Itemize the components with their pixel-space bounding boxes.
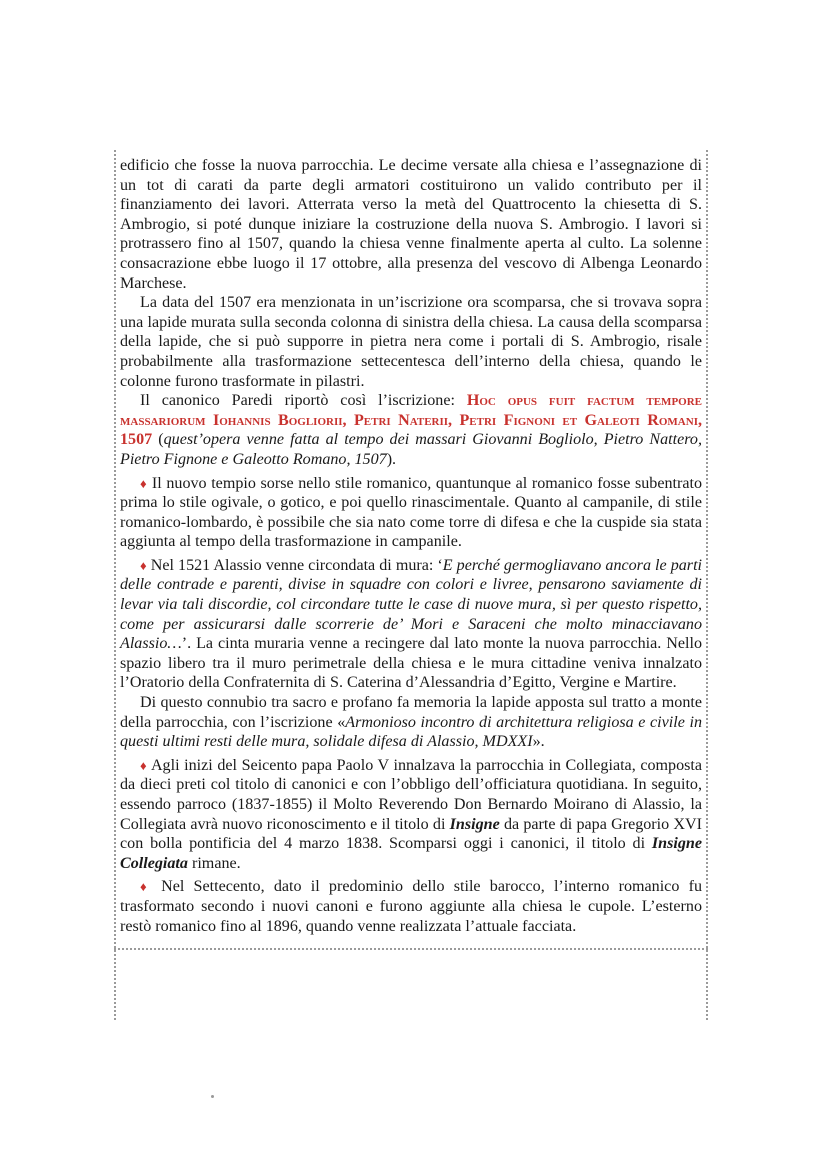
- text-run: ’. La cinta muraria venne a recingere dal lato monte la nuova parrocchia. Nello spazio libero tra il muro perimetrale della chiesa e le mura cittadine veniva innalzato l’Oratorio della Confraternita di S. Caterina d’Alessandria d’Egitto, Vergine e Martire.: [120, 635, 702, 692]
- paragraph-p7: [120, 756, 702, 874]
- text-run: ).: [386, 450, 397, 468]
- text-run: rimane.: [187, 854, 241, 872]
- text-run: Hoc opus fuit factum tempore massariorum Iohannis Bogliorii, Petri Naterii, Petri Fignoni et Galeoti Romani, 1507: [120, 392, 702, 449]
- frame-right-border: [706, 150, 708, 1020]
- scan-speck: [211, 1095, 214, 1098]
- bullet-diamond-icon: ♦: [140, 757, 148, 773]
- bullet-diamond-icon: ♦: [140, 557, 147, 573]
- text-run: quest’opera venne fatta al tempo dei massari Giovanni Bogliolo, Pietro Nattero, Pietro Fignone e Galeotto Romano, 1507: [120, 431, 702, 468]
- paragraph-p3: [120, 391, 702, 469]
- text-run: Insigne Collegiata: [120, 835, 702, 872]
- text-run: Insigne: [449, 815, 500, 833]
- paragraph-p2: [120, 293, 702, 391]
- text-run: Il canonico Paredi riportò così l’iscrizione:: [140, 392, 467, 410]
- text-run: La data del 1507 era menzionata in un’iscrizione ora scomparsa, che si trovava sopra una lapide murata sulla seconda colonna di sinistra della chiesa. La causa della scomparsa della lapide, che si può supporre in pietra nera come i portali di S. Ambrogio, risale probabilmente alla trasformazione settecentesca dell’interno della chiesa, quando le colonne furono trasformate in pilastri.: [120, 294, 702, 390]
- text-run: Nel Settecento, dato il predominio dello stile barocco, l’interno romanico fu trasformato secondo i nuovi canoni e furono aggiunte alla chiesa le cupole. L’esterno restò romanico fino al 1896, quando venne realizzata l’attuale facciata.: [120, 878, 702, 935]
- paragraph-p4: [120, 474, 702, 552]
- paragraph-p5: [120, 556, 702, 693]
- body-text: [120, 156, 702, 936]
- text-run: ».: [532, 733, 545, 751]
- frame-bottom-separator: [114, 948, 708, 950]
- paragraph-p8: [120, 877, 702, 936]
- bullet-diamond-icon: ♦: [140, 879, 152, 895]
- paragraph-p1: [120, 156, 702, 293]
- frame-left-border: [114, 150, 116, 1020]
- text-run: Armonioso incontro di architettura religiosa e civile in questi ultimi resti delle mura, solidale difesa di Alassio, MDXXI: [120, 713, 702, 751]
- bullet-diamond-icon: ♦: [140, 475, 148, 491]
- text-run: (: [152, 431, 164, 449]
- text-run: edificio che fosse la nuova parrocchia. Le decime versate alla chiesa e l’assegnazione di un tot di carati da parte degli armatori costituirono un valido contributo per il finanziamento dei lavori. Atterrata verso la metà del Quattrocento la chiesetta di S. Ambrogio, si poté dunque iniziare la costruzione della nuova S. Ambrogio. I lavori si protrassero fino al 1507, quando la chiesa venne finalmente aperta al culto. La solenne consacrazione ebbe luogo il 17 ottobre, alla presenza del vescovo di Albenga Leonardo Marchese.: [120, 157, 702, 292]
- text-run: Nel 1521 Alassio venne circondata di mura: ‘: [150, 556, 443, 574]
- text-run: E perché germogliavano ancora le parti delle contrade e parenti, divise in squadre con colori e livree, pensarono saviamente di levar via tali discordie, col circondare tutte le case di nuove mura, sì per questo rispetto, come per assicurarsi dalle scorrerie de’ Mori e Saraceni che molto minacciavano Alassio…: [120, 556, 703, 653]
- text-run: Agli inizi del Seicento papa Paolo V innalzava la parrocchia in Collegiata, composta da dieci preti col titolo di canonici e con l’obbligo dell’officiatura quotidiana. In seguito, essendo parroco (1837-1855) il Molto Reverendo Don Bernardo Moirano di Alassio, la Collegiata avrà nuovo riconoscimento e il titolo di: [120, 756, 703, 833]
- text-run: da parte di papa Gregorio XVI con bolla pontificia del 4 marzo 1838. Scomparsi oggi i canonici, il titolo di: [120, 815, 703, 853]
- text-frame: [114, 150, 708, 1020]
- paragraph-p6: [120, 693, 702, 752]
- text-run: Il nuovo tempio sorse nello stile romanico, quantunque al romanico fosse subentrato prima lo stile ogivale, o gotico, e poi quello rinascimentale. Quanto al campanile, di stile romanico-lombardo, è possibile che sia nato come torre di difesa e che la cuspide sia stata aggiunta al tempo della trasformazione in campanile.: [120, 474, 703, 551]
- text-run: Di questo connubio tra sacro e profano fa memoria la lapide apposta sul tratto a monte della parrocchia, con l’iscrizione «: [120, 694, 702, 731]
